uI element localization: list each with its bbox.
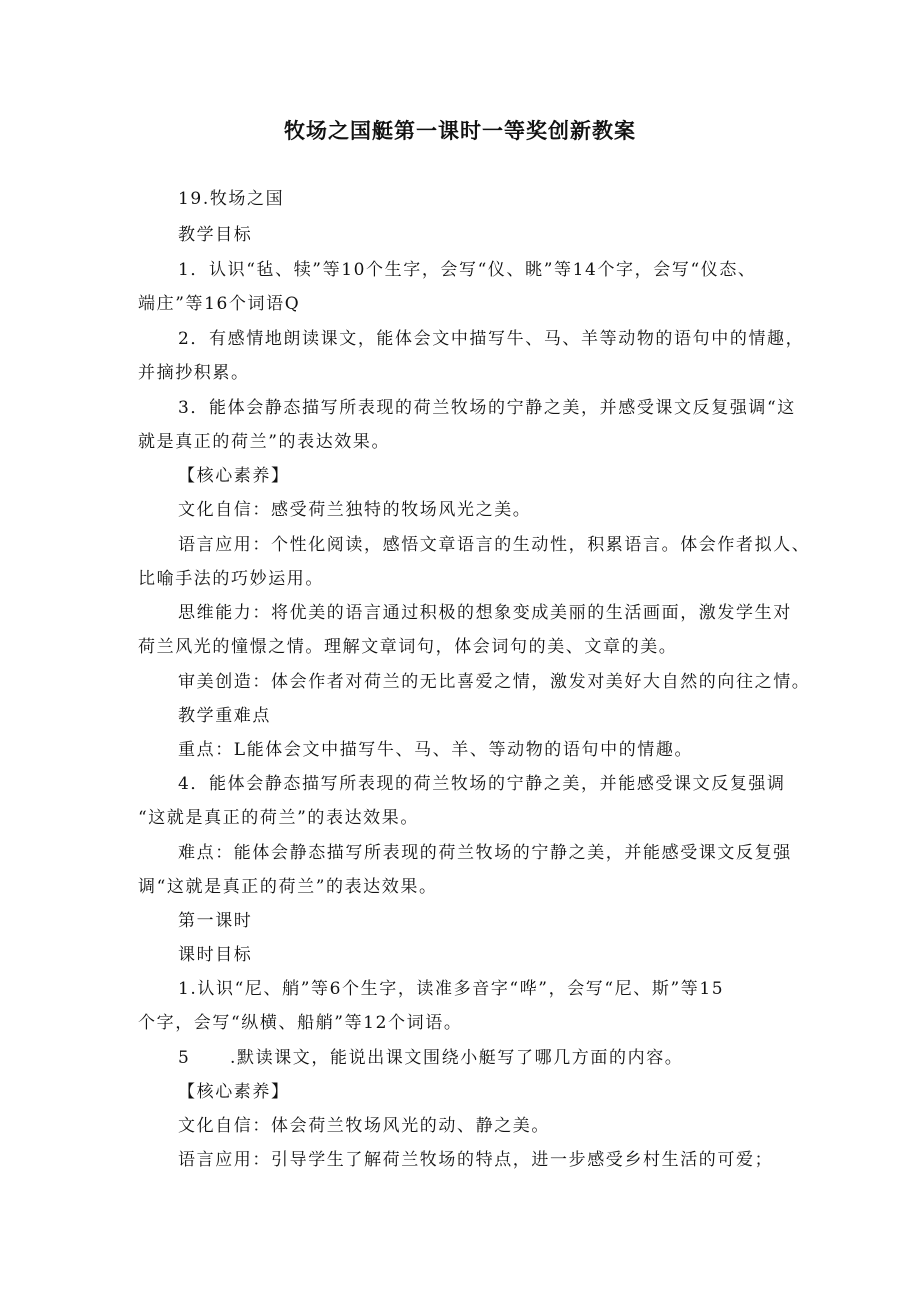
paragraph: 思维能力：将优美的语言通过积极的想象变成美丽的生活画面，激发学生对 (178, 603, 792, 623)
paragraph-cont: 调“这就是真正的荷兰”的表达效果。 (138, 877, 438, 897)
paragraph: 4．能体会静态描写所表现的荷兰牧场的宁静之美，并能感受课文反复强调 (178, 774, 786, 794)
objective-2-cont: 并摘抄积累。 (138, 363, 250, 383)
paragraph-cont: “这就是真正的荷兰”的表达效果。 (138, 808, 419, 828)
paragraph: 文化自信：感受荷兰独特的牧场风光之美。 (178, 500, 532, 520)
lesson-heading: 19.牧场之国 (178, 189, 285, 209)
paragraph-cont: 比喻手法的巧妙运用。 (138, 569, 324, 589)
objective-1-cont: 端庄”等16个词语Q (138, 294, 301, 314)
section-heading-key-points: 教学重难点 (178, 706, 271, 726)
section-heading-first-lesson: 第一课时 (178, 911, 253, 931)
paragraph-cont: 荷兰风光的憧憬之情。理解文章词句，体会词句的美、文章的美。 (138, 637, 678, 657)
section-heading-lesson-objectives: 课时目标 (178, 945, 253, 965)
objective-3-cont: 就是真正的荷兰”的表达效果。 (138, 432, 391, 452)
objective-1: 1．认识“毡、犊”等10个生字，会写“仪、眺”等14个字，会写“仪态、 (178, 260, 757, 280)
objective-3: 3．能体会静态描写所表现的荷兰牧场的宁静之美，并感受课文反复强调“这 (178, 398, 796, 418)
core-literacy-heading: 【核心素养】 (178, 1082, 290, 1102)
paragraph: 审美创造：体会作者对荷兰的无比喜爱之情，激发对美好大自然的向往之情。 (178, 672, 811, 692)
paragraph: 文化自信：体会荷兰牧场风光的动、静之美。 (178, 1116, 550, 1136)
paragraph: 语言应用：个性化阅读，感悟文章语言的生动性，积累语言。体会作者拟人、 (178, 535, 811, 555)
core-literacy-heading: 【核心素养】 (178, 466, 290, 486)
paragraph-cont: 个字，会写“纵横、船艄”等12个词语。 (138, 1013, 463, 1033)
section-heading-objectives: 教学目标 (178, 225, 253, 245)
objective-2: 2．有感情地朗读课文，能体会文中描写牛、马、羊等动物的语句中的情趣， (178, 329, 805, 349)
document-title: 牧场之国艇第一课时一等奖创新教案 (284, 119, 636, 143)
paragraph: 重点：L能体会文中描写牛、马、羊、等动物的语句中的情趣。 (178, 740, 694, 760)
item-number: 5 (178, 1048, 189, 1068)
paragraph: 语言应用：引导学生了解荷兰牧场的特点，进一步感受乡村生活的可爱； (178, 1150, 774, 1170)
paragraph: 1.认识“尼、艄”等6个生字，读准多音字“哗”，会写“尼、斯”等15 (178, 979, 725, 999)
paragraph: .默读课文，能说出课文围绕小艇写了哪几方面的内容。 (230, 1048, 684, 1068)
paragraph: 难点：能体会静态描写所表现的荷兰牧场的宁静之美，并能感受课文反复强 (178, 843, 792, 863)
